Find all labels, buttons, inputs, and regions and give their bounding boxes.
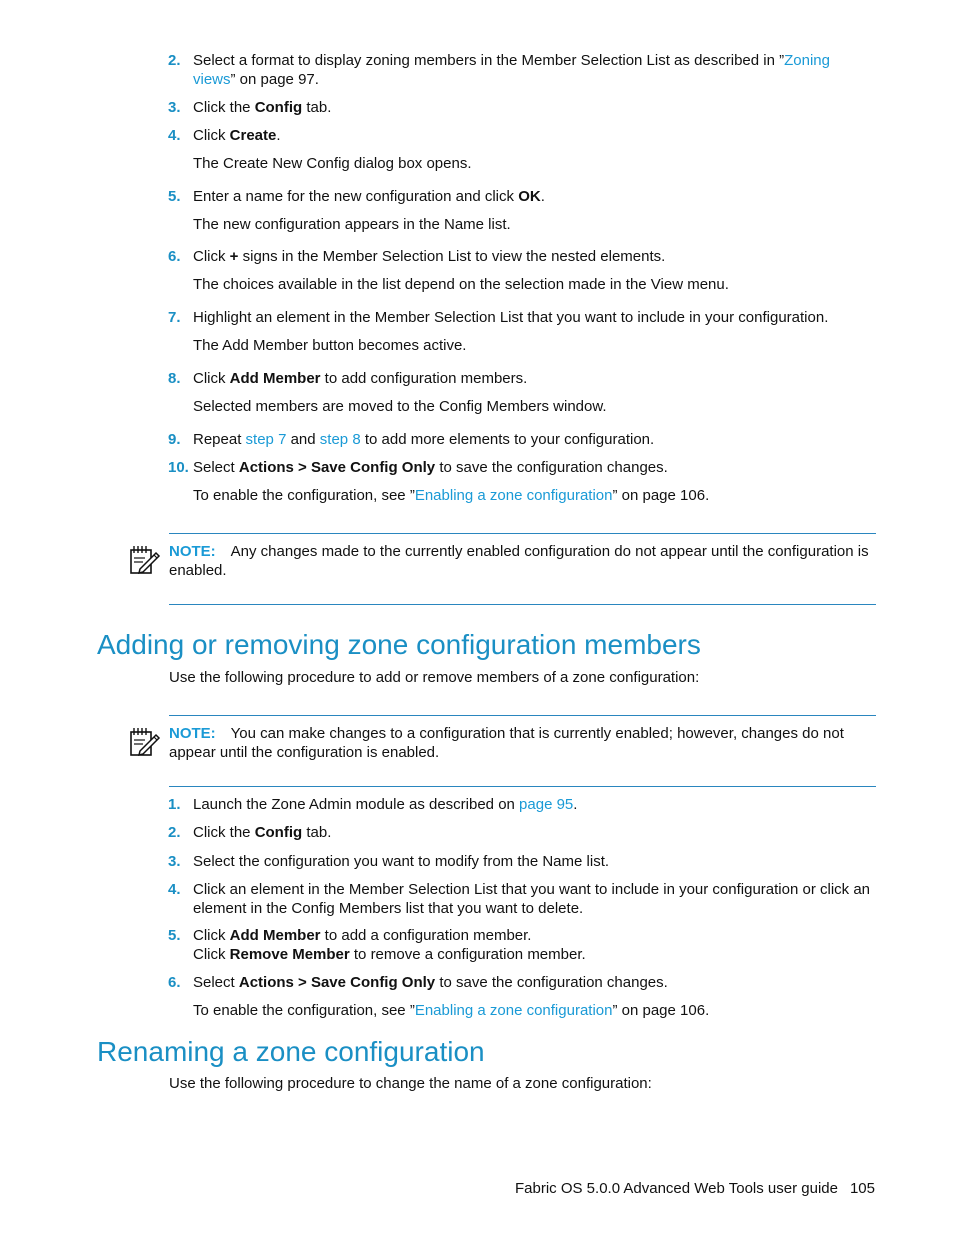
step-text: Select a format to display zoning members in the Member Selection List as described in ” xyxy=(193,52,785,69)
step-text: Enter a name for the new configuration and click xyxy=(193,188,519,205)
step-text: to save the configuration changes. xyxy=(435,459,668,476)
step-text: Click xyxy=(193,927,230,944)
ui-term: Config xyxy=(254,99,303,116)
step-text: ” on page 106. xyxy=(612,487,710,504)
step-number: 4. xyxy=(168,127,181,144)
step-text: tab. xyxy=(302,824,332,841)
note-label: NOTE: xyxy=(169,543,216,560)
ui-term: Create xyxy=(229,127,277,144)
step-result: The Add Member button becomes active. xyxy=(193,337,467,354)
step-text: to remove a configuration member. xyxy=(349,946,586,963)
zoning-views-link[interactable]: Zoning xyxy=(784,52,830,69)
step-text: Select xyxy=(193,459,239,476)
step-number: 4. xyxy=(168,881,181,898)
ui-term: Actions > Save Config Only xyxy=(238,974,436,991)
step-text: Click xyxy=(193,248,230,265)
step-8-link[interactable]: step 8 xyxy=(319,431,361,448)
step-number: 7. xyxy=(168,309,181,326)
ui-term: + xyxy=(229,248,239,265)
note-pencil-icon xyxy=(128,726,162,758)
step-text: Click the xyxy=(193,99,255,116)
note-text: You can make changes to a configuration that is currently enabled; however, changes do not xyxy=(230,725,844,742)
note-text: Any changes made to the currently enabled configuration do not appear until the configuration is xyxy=(230,543,869,560)
step-number: 10. xyxy=(168,459,189,476)
step-text: Highlight an element in the Member Selection List that you want to include in your configuration. xyxy=(193,309,829,326)
step-number: 6. xyxy=(168,248,181,265)
step-result: The Create New Config dialog box opens. xyxy=(193,155,472,172)
step-text: To enable the configuration, see ” xyxy=(193,487,415,504)
note-text: appear until the configuration is enabled. xyxy=(169,744,440,761)
ui-term: Actions > Save Config Only xyxy=(238,459,436,476)
enabling-zone-config-link[interactable]: Enabling a zone configuration xyxy=(414,1002,613,1019)
step-result: The new configuration appears in the Name list. xyxy=(193,216,511,233)
step-text: Select xyxy=(193,974,239,991)
step-7-link[interactable]: step 7 xyxy=(245,431,287,448)
page-footer xyxy=(515,1179,875,1198)
footer-title: Fabric OS 5.0.0 Advanced Web Tools user guide xyxy=(515,1180,838,1197)
step-text: . xyxy=(540,188,545,205)
step-text: Click an element in the Member Selection List that you want to include in your configuration or click an xyxy=(193,881,871,898)
step-text: to add more elements to your configuration. xyxy=(360,431,655,448)
page-95-link[interactable]: page 95 xyxy=(519,796,574,813)
note-label: NOTE: xyxy=(169,725,216,742)
enabling-zone-config-link[interactable]: Enabling a zone configuration xyxy=(414,487,613,504)
note-text: enabled. xyxy=(169,562,227,579)
step-text: . xyxy=(573,796,578,813)
section-intro: Use the following procedure to change the name of a zone configuration: xyxy=(169,1075,652,1092)
step-number: 1. xyxy=(168,796,181,813)
step-text: Click xyxy=(193,370,230,387)
step-number: 5. xyxy=(168,188,181,205)
ui-term: Remove Member xyxy=(229,946,350,963)
step-text: to add a configuration member. xyxy=(320,927,532,944)
ui-term: OK xyxy=(518,188,541,205)
step-text: and xyxy=(286,431,320,448)
step-text: ” on page 97. xyxy=(230,71,319,88)
step-result: The choices available in the list depend on the selection made in the View menu. xyxy=(193,276,729,293)
step-number: 8. xyxy=(168,370,181,387)
note-pencil-icon xyxy=(128,544,162,576)
step-text: Click the xyxy=(193,824,255,841)
step-text: Select the configuration you want to modify from the Name list. xyxy=(193,853,610,870)
step-result: Selected members are moved to the Config Members window. xyxy=(193,398,607,415)
ui-term: Add Member xyxy=(229,927,321,944)
step-text: signs in the Member Selection List to view the nested elements. xyxy=(238,248,666,265)
step-text: Click xyxy=(193,946,230,963)
step-text: Click xyxy=(193,127,230,144)
step-text: to add configuration members. xyxy=(320,370,528,387)
step-text: Repeat xyxy=(193,431,246,448)
page-number: 105 xyxy=(849,1180,875,1197)
ui-term: Add Member xyxy=(229,370,321,387)
note-rule-bottom xyxy=(169,604,876,605)
step-text: To enable the configuration, see ” xyxy=(193,1002,415,1019)
step-number: 3. xyxy=(168,853,181,870)
step-number: 2. xyxy=(168,824,181,841)
step-number: 5. xyxy=(168,927,181,944)
step-text: ” on page 106. xyxy=(612,1002,710,1019)
step-text: . xyxy=(276,127,281,144)
note-rule-top xyxy=(169,533,876,534)
step-text: element in the Config Members list that you want to delete. xyxy=(193,900,584,917)
step-text: to save the configuration changes. xyxy=(435,974,668,991)
step-number: 9. xyxy=(168,431,181,448)
step-text: tab. xyxy=(302,99,332,116)
section-heading: Renaming a zone configuration xyxy=(97,1036,485,1067)
step-number: 3. xyxy=(168,99,181,116)
note-rule-bottom xyxy=(169,786,876,787)
zoning-views-link-cont[interactable]: views xyxy=(193,71,231,88)
note-rule-top xyxy=(169,715,876,716)
ui-term: Config xyxy=(254,824,303,841)
section-heading: Adding or removing zone configuration members xyxy=(97,629,701,660)
step-number: 6. xyxy=(168,974,181,991)
step-text: Launch the Zone Admin module as described on xyxy=(193,796,520,813)
section-intro: Use the following procedure to add or remove members of a zone configuration: xyxy=(169,669,700,686)
step-number: 2. xyxy=(168,52,181,69)
